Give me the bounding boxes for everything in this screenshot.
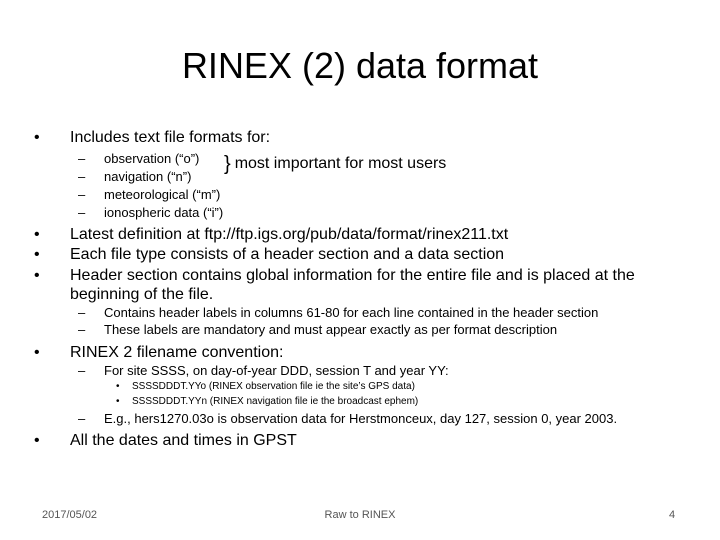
bullet-header-section-line1: Header section contains global information for the entire file and is placed at the xyxy=(70,267,635,284)
bullet-marker: • xyxy=(34,267,40,284)
sub-item-observation: observation (“o”) xyxy=(104,151,200,166)
bullet-includes-text-formats: Includes text file formats for: xyxy=(70,129,271,146)
brace-symbol: } xyxy=(224,153,231,175)
dash-marker: – xyxy=(78,322,86,337)
bullet-file-type-sections: Each file type consists of a header section and a data section xyxy=(70,246,505,263)
bullet-filename-convention: RINEX 2 filename convention: xyxy=(70,344,284,361)
bullet-marker: • xyxy=(116,381,120,392)
bullet-header-section-line2: beginning of the file. xyxy=(70,286,214,303)
footer-title: Raw to RINEX xyxy=(324,509,396,521)
bullet-latest-definition: Latest definition at ftp://ftp.igs.org/pub/data/format/rinex211.txt xyxy=(70,226,509,243)
bullet-marker: • xyxy=(34,432,40,449)
dash-marker: – xyxy=(78,187,86,202)
bullet-marker: • xyxy=(34,344,40,361)
brace-annotation xyxy=(224,155,446,173)
sub-item-navigation: navigation (“n”) xyxy=(104,169,192,184)
sub-item-ionospheric: ionospheric data (“i”) xyxy=(104,205,224,220)
bullet-marker: • xyxy=(34,226,40,243)
sub-sub-item-observation-file: SSSSDDDT.YYo (RINEX observation file ie the site’s GPS data) xyxy=(132,381,415,392)
slide-title: RINEX (2) data format xyxy=(181,45,539,86)
dash-marker: – xyxy=(78,151,86,166)
sub-item-header-labels: Contains header labels in columns 61-80 for each line contained in the header section xyxy=(104,305,599,320)
dash-marker: – xyxy=(78,305,86,320)
sub-sub-item-navigation-file: SSSSDDDT.YYn (RINEX navigation file ie the broadcast ephem) xyxy=(132,396,419,407)
footer-date: 2017/05/02 xyxy=(42,509,98,521)
sub-item-labels-mandatory: These labels are mandatory and must appear exactly as per format description xyxy=(104,322,558,337)
brace-note: most important for most users xyxy=(234,155,447,172)
dash-marker: – xyxy=(78,363,86,378)
bullet-dates-gpst: All the dates and times in GPST xyxy=(70,432,297,449)
sub-item-meteorological: meteorological (“m”) xyxy=(104,187,221,202)
footer-page-number: 4 xyxy=(669,509,676,521)
dash-marker: – xyxy=(78,205,86,220)
bullet-marker: • xyxy=(34,129,40,146)
dash-marker: – xyxy=(78,411,86,426)
sub-item-example-filename: E.g., hers1270.03o is observation data for Herstmonceux, day 127, session 0, year 2003. xyxy=(104,411,618,426)
bullet-marker: • xyxy=(116,396,120,407)
bullet-marker: • xyxy=(34,246,40,263)
sub-item-site-day-session: For site SSSS, on day-of-year DDD, session T and year YY: xyxy=(104,363,449,378)
dash-marker: – xyxy=(78,169,86,184)
